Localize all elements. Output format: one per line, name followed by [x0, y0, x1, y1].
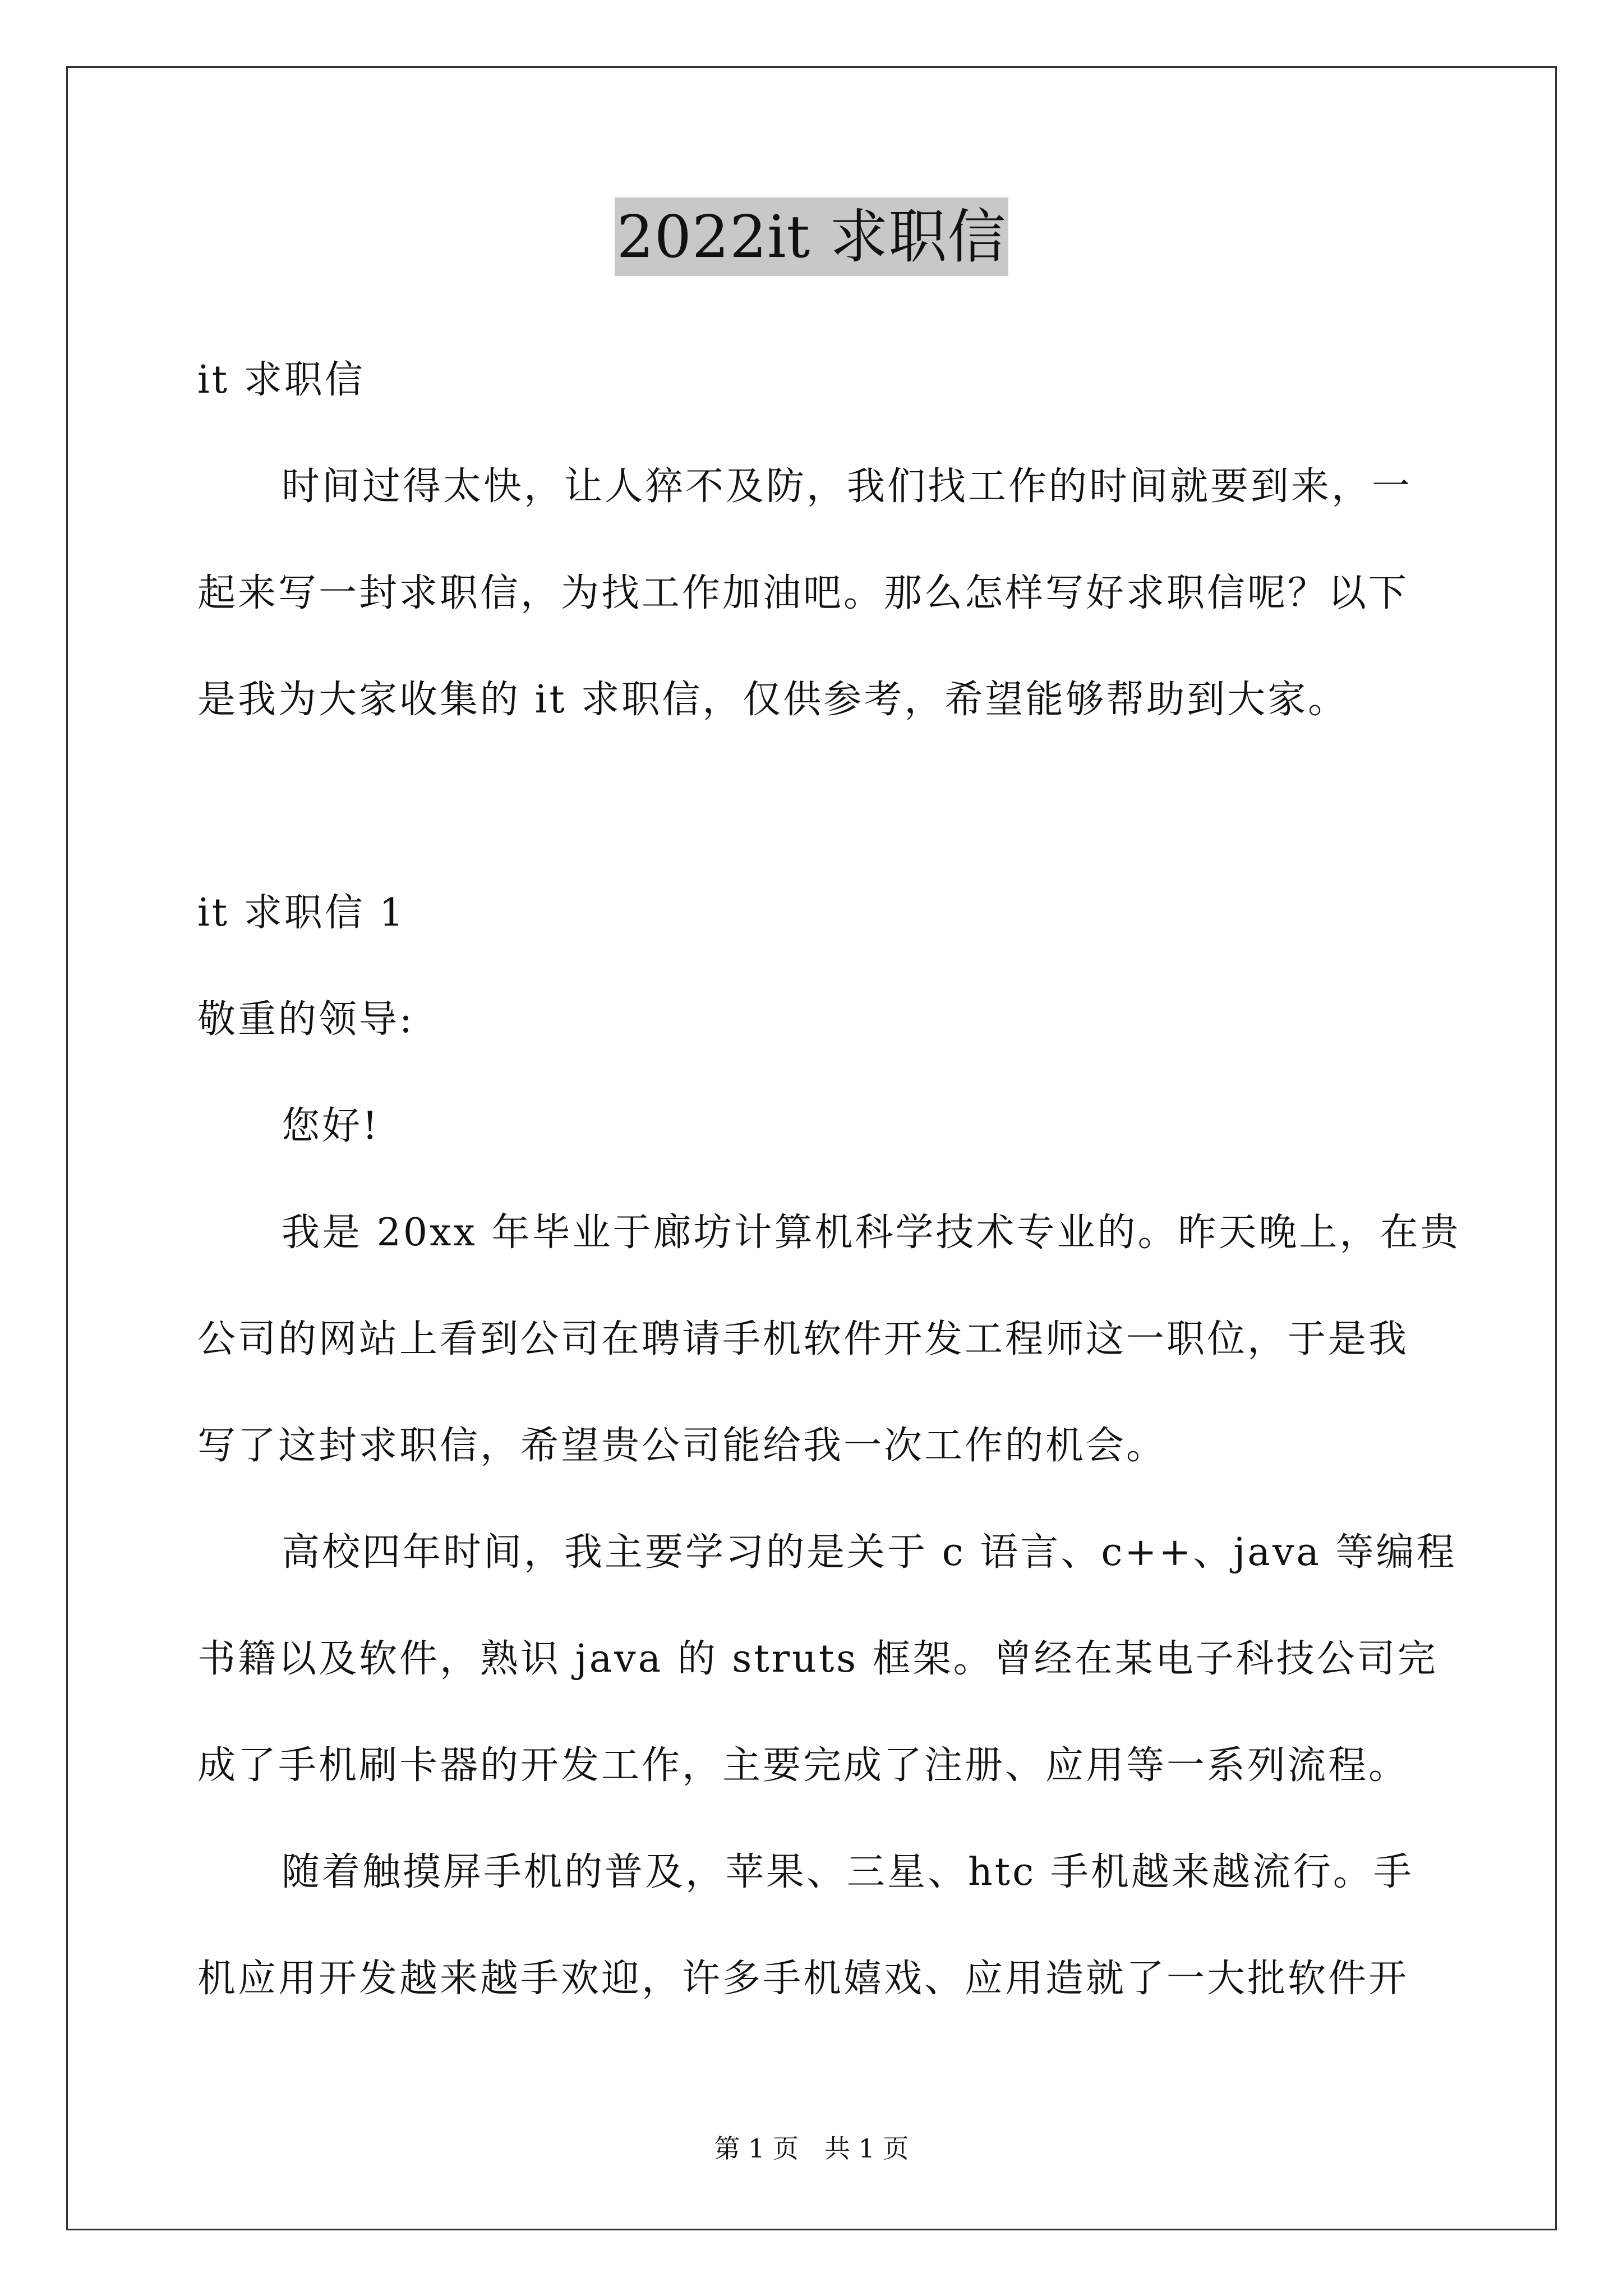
greeting: 您好!: [282, 1104, 380, 1148]
paragraph-line: 随着触摸屏手机的普及，苹果、三星、htc 手机越来越流行。手: [282, 1850, 1414, 1894]
section-heading: it 求职信 1: [197, 891, 406, 935]
paragraph-line: 成了手机刷卡器的开发工作，主要完成了注册、应用等一系列流程。: [197, 1743, 1409, 1788]
paragraph-line: 书籍以及软件，熟识 java 的 struts 框架。曾经在某电子科技公司完: [197, 1637, 1438, 1681]
document-title: 2022it 求职信: [615, 197, 1009, 276]
salutation: 敬重的领导:: [197, 997, 414, 1042]
paragraph-line: 是我为大家收集的 it 求职信，仅供参考，希望能够帮助到大家。: [197, 678, 1349, 722]
page-footer: 第 1 页 共 1 页: [714, 2133, 909, 2164]
paragraph-line: 时间过得太快，让人猝不及防，我们找工作的时间就要到来，一: [282, 464, 1413, 509]
title-container: [0, 197, 1623, 276]
paragraph-line: 起来写一封求职信，为找工作加油吧。那么怎样写好求职信呢？以下: [197, 571, 1409, 615]
section-heading: it 求职信: [197, 358, 365, 402]
paragraph-line: 写了这封求职信，希望贵公司能给我一次工作的机会。: [197, 1424, 1167, 1468]
paragraph-line: 机应用开发越来越手欢迎，许多手机嬉戏、应用造就了一大批软件开: [197, 1957, 1409, 2001]
paragraph-line: 公司的网站上看到公司在聘请手机软件开发工程师这一职位，于是我: [197, 1317, 1409, 1361]
paragraph-line: 高校四年时间，我主要学习的是关于 c 语言、c++、java 等编程: [282, 1530, 1457, 1575]
paragraph-line: 我是 20xx 年毕业于廊坊计算机科学技术专业的。昨天晚上，在贵: [282, 1211, 1461, 1255]
